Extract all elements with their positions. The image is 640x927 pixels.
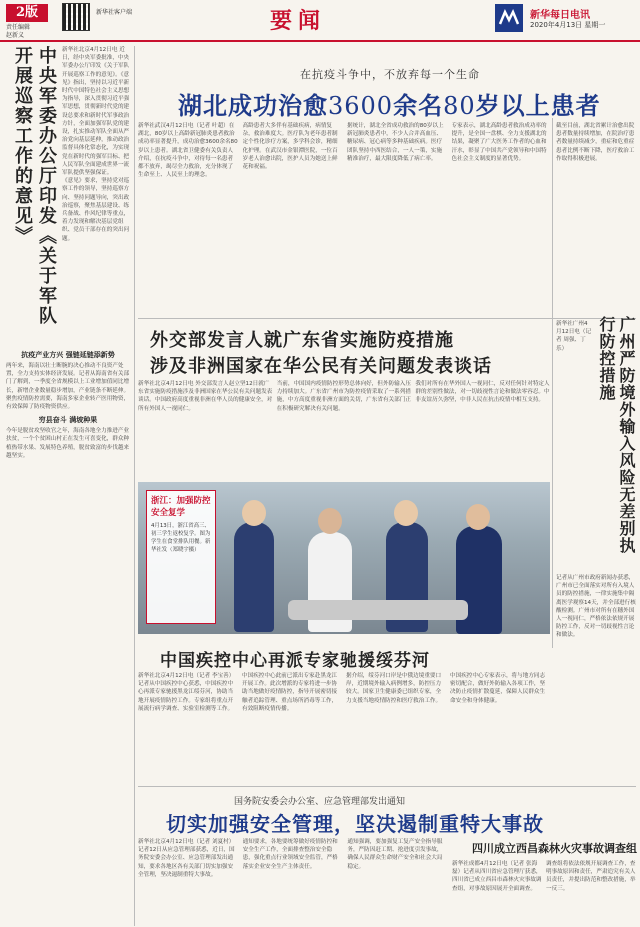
- guangzhou-dateline: 新华社广州4月12日电（记者 周强、丁乐）: [556, 321, 592, 352]
- left-sub-head-1[interactable]: 抗疫产业方兴 强链延链添新势: [21, 351, 115, 359]
- top-story-side: 截至目前，湖北省累计治愈出院患者数量持续增加，在院治疗患者数量持续减少，重症和危重症患者比例不断下降，医疗救治工作取得积极进展。: [556, 123, 635, 162]
- top-story-body: [138, 122, 552, 316]
- body-column: 新华社成都4月12日电（记者 张海磊）记者从四川省应急管理厅获悉，四川省已成立西昌市森林火灾事故调查组，对事故原因展开全面调查。: [452, 861, 542, 892]
- story4-body: [138, 838, 448, 924]
- left-sub-text-1: 两年来，海南以壮士断腕的决心推动不良资产处置，全力支持实体经济发展。记者从海南省有关部门了解到，一季度全省规模以上工业增加值同比增长，新增企业数量稳步增加，产业链条不断延伸。聚焦疫情防控需要，海南多家企业转产医用物资，有效保障了防疫物资供应。: [6, 363, 130, 411]
- issue-date: 2020年4月13日 星期一: [530, 21, 606, 29]
- story3-body: [138, 672, 550, 778]
- story2-headline-line1[interactable]: 外交部发言人就广东省实施防疫措施: [150, 330, 454, 351]
- left-headline[interactable]: 中央军委办公厅印发《关于军队开展巡察工作的意见》: [12, 46, 57, 326]
- staff-head: [318, 508, 342, 534]
- caption-text: 4月13日，浙江省高三、初三学生返校复学。图为学生在食堂排队用餐。新华社发（郑晓宇摄）: [151, 523, 211, 553]
- story5-headline[interactable]: 四川成立西昌森林火灾事故调查组: [472, 842, 637, 855]
- student-figure: [234, 522, 274, 632]
- story2-body: [138, 380, 550, 472]
- column-divider: [552, 118, 553, 648]
- column-divider: [134, 46, 135, 926]
- headline-number: 80: [443, 92, 476, 120]
- body-column: 调查组将依法依规开展调查工作，查明事故原因和责任，严肃追究有关人员责任，并提出防范和整改措施，举一反三。: [546, 861, 636, 892]
- xinhua-logo-icon: [495, 4, 523, 32]
- body-column: 中国疾控中心专家表示，将与地方同志密切配合，做好外防输入各项工作，坚决防止疫情扩散蔓延，保障人民群众生命安全和身体健康。: [450, 673, 546, 704]
- app-label: 新华社客户端: [96, 9, 133, 16]
- body-column: 中国疾控中心此前已派出专家赴黑龙江开展工作。此次增派的专家将进一步协助当地做好疫情防控，指导开展密切接触者追踪管理、重点场所消毒等工作，有效阻断疫情传播。: [242, 673, 338, 712]
- headline-part: 余名: [393, 91, 444, 120]
- guangzhou-headline[interactable]: 广州严防境外输入风险无差别执行防控措施: [597, 316, 636, 554]
- editor-credit: [6, 24, 30, 40]
- section-title: 要闻: [270, 8, 327, 34]
- headline-number: 3600: [328, 92, 394, 120]
- headline-part: 岁以上患者: [475, 91, 601, 120]
- body-column: 新华社北京4月12日电（记者 刘夏村）记者12日从应急管理部获悉，近日，国务院安委会办公室、应急管理部发出通知，要求各地区各有关部门切实加强安全管理，坚决遏制重特大事故。: [138, 839, 235, 878]
- left-para-2: 《意见》要求，坚持党对巡察工作的领导，坚持巡察方向、坚持问题导向，突出政治巡察，聚焦基层建设、练兵备战、作风纪律等重点，着力发现和解决基层党组织、党员干部存在的突出问题。: [62, 178, 130, 242]
- body-column: 高龄患者大多伴有基础疾病，病情复杂，救治难度大。医疗队为老年患者制定个性化诊疗方案，多学科会诊，精细化护理。在武汉市金银潭医院，一位百岁老人治愈出院，医护人员为她送上鲜花和祝福。: [242, 123, 338, 171]
- editor-label: 责任编辑: [6, 24, 31, 31]
- student-head: [466, 504, 490, 530]
- story4-headline[interactable]: 切实加强安全管理，坚决遏制重特大事故: [166, 812, 544, 836]
- caption-title: 浙江：加强防控安全复学: [151, 496, 211, 518]
- top-story-headline[interactable]: [178, 86, 601, 121]
- page-badge: 2版: [6, 4, 48, 22]
- body-column: 新华社武汉4月12日电（记者 叶超）在湖北，80岁以上高龄新冠肺炎患者救治成功率显著提升，成功治愈3600余名80岁以上患者。湖北省卫健委有关负责人介绍，在抗疫斗争中，对待每一名患者都不放弃，竭尽全力救治，充分体现了生命至上、人民至上的理念。: [138, 123, 238, 179]
- news-photo[interactable]: [138, 482, 550, 634]
- body-column: 通知要求，各地要统筹做好疫情防控和安全生产工作，全面排查整治安全隐患，强化重点行业领域安全监管，严格落实企业安全生产主体责任。: [242, 839, 338, 870]
- top-story-kicker: 在抗疫斗争中，不放弃每一个生命: [300, 68, 480, 81]
- story4-kicker: 国务院安委会办公室、应急管理部发出通知: [234, 797, 406, 807]
- body-column: 通知强调，要加强复工复产安全指导服务，严防因赶工期、抢进度引发事故，确保人民群众生命财产安全和社会大局稳定。: [347, 839, 443, 870]
- left-sub-head-2[interactable]: 穷县奋斗 满坡种果: [38, 416, 98, 425]
- headline-part: 湖北成功治愈: [178, 91, 328, 120]
- story3-headline[interactable]: 中国疾控中心再派专家驰援绥芬河: [160, 651, 430, 671]
- editor-name: 赵新义: [6, 32, 25, 39]
- masthead: [0, 0, 640, 40]
- body-column: 当前，中国国内疫情防控形势总体向好，但外防输入压力持续加大。广东省广州市为防控疫情采取了一系列措施，中方高度重视非洲方面的关切，广东省有关部门正在积极研究解决有关问题。: [276, 381, 411, 412]
- left-article[interactable]: [6, 46, 130, 926]
- body-column: 新华社北京4月12日电 外交部发言人赵立坚12日就广东省实施防疫措施涉及非洲国家在华公民有关问题发表谈话。中国政府高度重视非洲在华人员的健康安全，对所有外国人一视同仁。: [138, 381, 273, 412]
- story2-headline-line2[interactable]: 涉及非洲国家在华公民有关问题发表谈话: [150, 356, 492, 377]
- food-counter: [288, 600, 468, 620]
- left-sub-articles: [6, 346, 130, 926]
- photo-caption: [146, 490, 216, 624]
- body-column: 专家表示，湖北高龄患者救治成功率的提升，是全国一盘棋、全力支援湖北的结果，凝聚了广大医务工作者的心血和汗水，彰显了中国共产党领导和中国特色社会主义制度的显著优势。: [451, 123, 547, 162]
- story5-body: [452, 860, 636, 924]
- body-column: 据统计，湖北全省成功救治的80岁以上新冠肺炎患者中，不少人合并高血压、糖尿病、冠心病等多种基础疾病。医疗团队坚持中西医结合，一人一策，实施精准治疗，最大限度降低了病亡率。: [347, 123, 444, 162]
- student-head: [394, 500, 418, 526]
- left-sub-text-2: 今年是脱贫攻坚收官之年，海南各地全力推进产业扶贫，一个个贫困山村正在发生可喜变化，群众种植热带水果、发展特色养殖，脱贫致富的步伐越来越坚实。: [6, 428, 130, 459]
- body-column: 我们对所有在华外国人一视同仁，反对任何针对特定人群的差别性做法，对一切歧视性言论和做法零容忍。中非友谊历久弥坚，中非人民在抗击疫情中相互支持。: [415, 381, 550, 404]
- masthead-rule: [0, 40, 640, 42]
- body-column: 新华社北京4月12日电（记者 李宝善）记者从中国疾控中心获悉，中国疾控中心再派专家驰援黑龙江绥芬河，协助当地开展疫情防控工作。专家组将重点开展流行病学调查、实验室检测等工作。: [138, 673, 235, 712]
- brand-name: 新华每日电讯: [530, 10, 590, 21]
- guangzhou-article[interactable]: [556, 316, 636, 646]
- left-body-a: [62, 46, 130, 346]
- section-divider: [138, 786, 636, 787]
- left-para-1: 新华社北京4月12日电 近日，经中央军委批准，中央军委办公厅印发《关于军队开展巡察工作的意见》。《意见》指出，坚持以习近平新时代中国特色社会主义思想为指导，深入贯彻习近平强军思想，贯彻新时代党的建设总要求和新时代军事政治方针，全面加强军队党的建设，扎实推动军队全面从严治党向基层延伸，推动政治监督具体化常态化，为实现党在新时代的强军目标、把人民军队全面建成世界一流军队提供坚强保证。: [62, 47, 130, 177]
- body-column: 据介绍，绥芬河口岸是中俄边境重要口岸，近期境外输入病例增多，防控压力较大。国家卫生健康委已组织专家，全力支援当地疫情防控和医疗救治工作。: [346, 673, 442, 704]
- student-head: [242, 500, 266, 526]
- guangzhou-body: 记者从广州市政府新闻办获悉，广州市已全面落实对所有入境人员的防控措施，一律实施集中隔离医学观察14天，并全部进行核酸检测。广州市对所有在穗外国人一视同仁，严格依法依规开展防控工作，反对一切歧视性言论和做法。: [556, 575, 636, 639]
- qr-code-icon[interactable]: [62, 3, 90, 31]
